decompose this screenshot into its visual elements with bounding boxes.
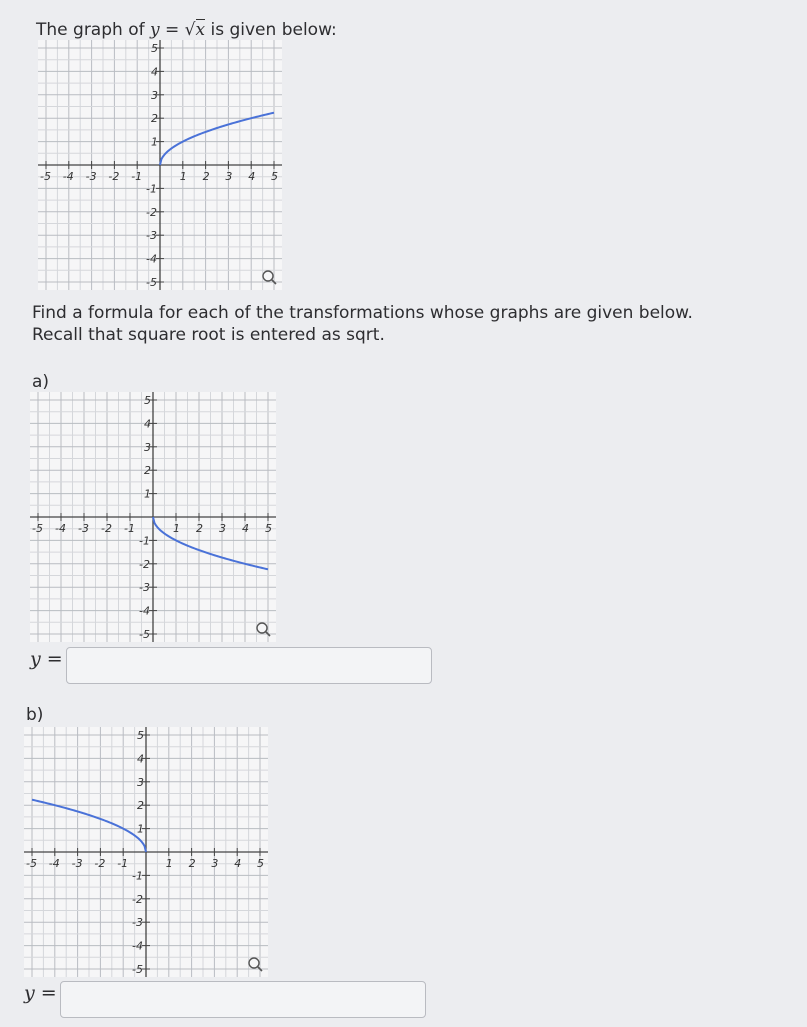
- base-graph-y-tick-label: -3: [146, 229, 157, 243]
- part-a-graph-x-tick-label: -1: [124, 522, 135, 535]
- intro-formula-lhs: y: [149, 20, 160, 40]
- intro-text: [36, 20, 337, 40]
- part-a-graph-x-tick-label: 5: [265, 522, 272, 535]
- base-graph-y-tick-label: 1: [151, 135, 158, 149]
- part-b-graph-x-tick-label: 4: [234, 857, 242, 870]
- part-a-graph-y-tick-label: 2: [144, 464, 151, 478]
- part-b-graph-x-tick-label: 2: [188, 857, 196, 870]
- part-b-equation-label: y =: [24, 982, 57, 1004]
- part-b-graph-y-tick-label: 1: [137, 822, 144, 836]
- part-b-label: b): [26, 705, 44, 725]
- part-b-graph-x-tick-label: -1: [117, 857, 129, 870]
- base-graph-y-tick-label: -5: [146, 276, 157, 289]
- part-a-graph-y-tick-label: -4: [139, 604, 150, 618]
- intro-prefix: The graph of: [36, 20, 150, 40]
- part-a-label: a): [32, 372, 50, 392]
- part-a-graph-y-tick-label: -5: [139, 628, 150, 641]
- part-a-graph-svg: [30, 392, 276, 642]
- part-a-answer-input[interactable]: [66, 647, 432, 684]
- part-b-graph-y-tick-label: 3: [137, 775, 144, 789]
- part-b-graph-y-tick-label: 2: [137, 799, 144, 813]
- base-graph-y-tick-label: 5: [151, 42, 158, 55]
- base-graph-y-tick-label: 3: [151, 88, 158, 102]
- part-a-graph-y-tick-label: -1: [139, 534, 150, 548]
- base-graph-y-tick-label: -1: [146, 182, 157, 196]
- part-a-graph-x-tick-label: 2: [196, 522, 203, 535]
- part-b-graph-y-tick-label: -2: [132, 892, 143, 906]
- part-a-graph-x-tick-label: -4: [55, 522, 66, 535]
- part-b-graph-x-tick-label: -2: [94, 857, 106, 870]
- base-graph-x-tick-label: 2: [202, 170, 210, 183]
- base-graph-y-tick-label: 4: [151, 65, 158, 79]
- part-a-equation-label: y =: [30, 648, 63, 670]
- instructions-line-2: Recall that square root is entered as sqrt.: [32, 325, 385, 345]
- base-graph-x-tick-label: -3: [85, 170, 97, 183]
- intro-radicand: x: [195, 20, 206, 40]
- part-b-graph-y-tick-label: 5: [137, 729, 144, 742]
- base-graph-x-tick-label: -2: [108, 170, 120, 183]
- part-a-graph: [30, 392, 276, 642]
- part-b-graph-x-tick-label: -3: [71, 857, 83, 870]
- part-a-graph-y-tick-label: -2: [139, 557, 150, 571]
- instructions-line-1: Find a formula for each of the transformations whose graphs are given below.: [32, 303, 693, 323]
- part-a-graph-y-tick-label: 5: [144, 394, 151, 407]
- part-b-graph-y-tick-label: -4: [132, 939, 143, 953]
- base-graph-x-tick-label: 1: [179, 170, 187, 183]
- part-a-graph-x-tick-label: -3: [78, 522, 89, 535]
- intro-equals: =: [165, 20, 180, 40]
- base-graph-x-tick-label: 4: [248, 170, 256, 183]
- part-b-graph-svg: [24, 727, 268, 977]
- part-a-graph-y-tick-label: 3: [144, 440, 151, 454]
- part-b-graph: [24, 727, 268, 977]
- part-b-graph-y-tick-label: -5: [132, 963, 143, 976]
- sqrt-symbol: √: [184, 20, 196, 40]
- part-b-graph-x-tick-label: 3: [211, 857, 219, 870]
- part-a-graph-x-tick-label: -2: [101, 522, 112, 535]
- part-a-graph-y-tick-label: -3: [139, 581, 150, 595]
- part-b-graph-x-tick-label: 5: [257, 857, 264, 870]
- base-graph-x-tick-label: 3: [225, 170, 233, 183]
- part-a-graph-x-tick-label: 4: [242, 522, 249, 535]
- part-a-graph-x-tick-label: 1: [173, 522, 180, 535]
- base-graph-y-tick-label: -4: [146, 252, 157, 266]
- part-a-graph-y-tick-label: 1: [144, 487, 151, 501]
- part-b-graph-x-tick-label: -5: [26, 857, 37, 870]
- instructions: [32, 302, 693, 346]
- part-b-graph-x-tick-label: -4: [48, 857, 60, 870]
- base-graph-x-tick-label: -5: [40, 170, 51, 183]
- base-graph-x-tick-label: -1: [131, 170, 143, 183]
- part-b-graph-x-tick-label: 1: [165, 857, 173, 870]
- part-a-graph-x-tick-label: -5: [32, 522, 43, 535]
- base-graph: [38, 40, 282, 290]
- base-graph-x-tick-label: -4: [62, 170, 74, 183]
- part-a-graph-x-tick-label: 3: [219, 522, 226, 535]
- base-graph-svg: [38, 40, 282, 290]
- part-b-answer-input[interactable]: [60, 981, 426, 1018]
- base-graph-y-tick-label: 2: [151, 112, 158, 126]
- part-b-graph-y-tick-label: -1: [132, 869, 143, 883]
- part-b-graph-y-tick-label: 4: [137, 752, 144, 766]
- intro-suffix: is given below:: [205, 20, 337, 40]
- part-b-graph-y-tick-label: -3: [132, 916, 143, 930]
- base-graph-y-tick-label: -2: [146, 205, 157, 219]
- base-graph-x-tick-label: 5: [271, 170, 278, 183]
- part-a-graph-y-tick-label: 4: [144, 417, 151, 431]
